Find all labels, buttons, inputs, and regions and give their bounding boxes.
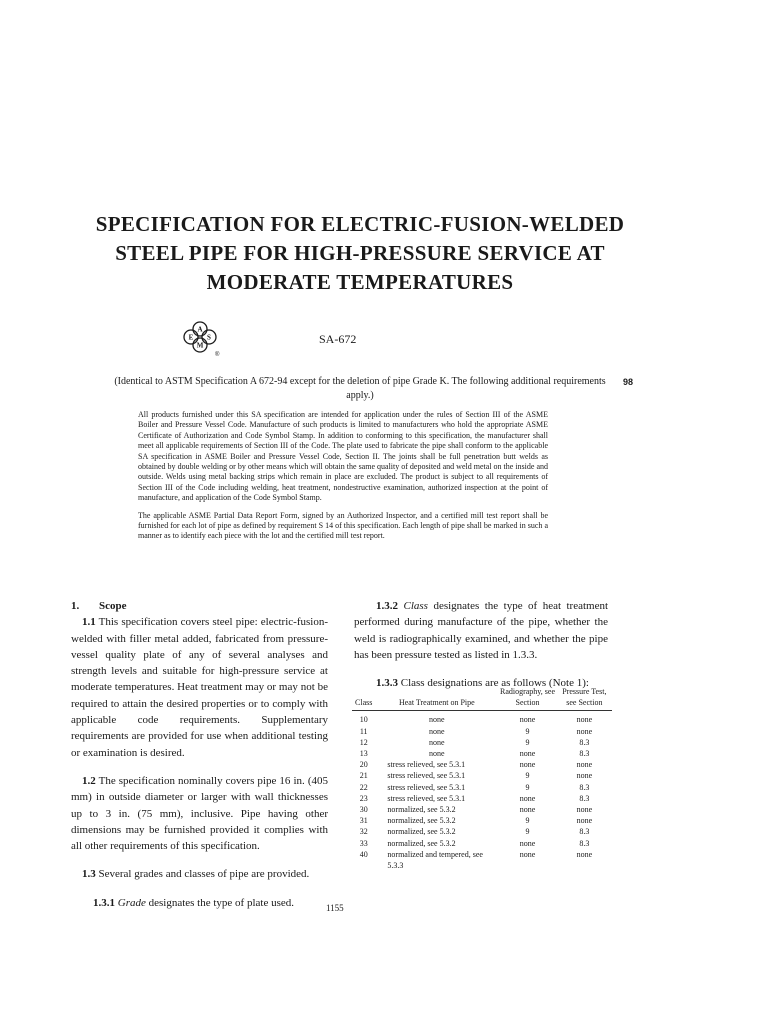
table-cell: none — [519, 715, 536, 725]
svg-text:E: E — [188, 333, 194, 342]
table-cell: stress relieved, see 5.3.1 — [387, 771, 466, 781]
table-cell: 22 — [359, 782, 368, 792]
paragraph-text: designates the type of heat treatment performed during manufacture of the pipe, whether the weld is radiographically examined, and whether the pipe has been pressure tested as listed in 1.3.3. — [354, 600, 609, 661]
svg-text:®: ® — [215, 352, 220, 358]
table-cell: 13 — [359, 749, 368, 759]
table-cell: 30 — [359, 805, 368, 815]
table-body — [352, 711, 612, 871]
svg-text:S: S — [207, 333, 211, 342]
paragraph-text: designates the type of plate used. — [148, 896, 295, 909]
defined-term: Grade — [117, 896, 146, 909]
table-cell: 8.3 — [579, 838, 590, 848]
table-row — [352, 815, 612, 826]
table-cell: none — [576, 760, 593, 770]
table-cell: none — [576, 816, 593, 826]
table-cell: none — [576, 849, 593, 859]
table-cell: 8.3 — [579, 749, 590, 759]
table-cell: 9 — [525, 816, 530, 826]
section-heading — [71, 598, 328, 614]
table-cell: normalized, see 5.3.2 — [387, 838, 456, 848]
paragraph-number: 1.3.3 — [376, 677, 398, 690]
table-row — [352, 849, 612, 871]
paragraph-1-3-1 — [71, 895, 328, 911]
page-number: 1155 — [326, 903, 344, 913]
table-row — [352, 748, 612, 759]
sa-notice — [138, 410, 548, 549]
table-cell: 40 — [359, 849, 368, 859]
table-cell: none — [519, 749, 536, 759]
svg-text:A: A — [197, 325, 203, 334]
section-number: 1. — [71, 600, 80, 612]
table-row — [352, 759, 612, 770]
table-cell: stress relieved, see 5.3.1 — [387, 782, 466, 792]
table-cell: none — [519, 793, 536, 803]
table-cell: normalized and tempered, see 5.3.3 — [387, 849, 483, 871]
table-cell: 9 — [525, 771, 530, 781]
table-row — [352, 838, 612, 849]
table-cell: none — [429, 749, 445, 759]
column-header: Heat Treatment on Pipe — [375, 686, 498, 711]
margin-revision-note: 98 — [623, 377, 634, 387]
table-cell: normalized, see 5.3.2 — [387, 827, 456, 837]
table-cell: none — [519, 760, 536, 770]
table-cell: 12 — [359, 737, 368, 747]
table-cell: 8.3 — [579, 793, 590, 803]
paragraph-text: Several grades and classes of pipe are provided. — [98, 868, 310, 881]
svg-text:M: M — [196, 341, 204, 350]
table-cell: 8.3 — [579, 827, 590, 837]
paragraph-1-1 — [71, 614, 328, 761]
document-title — [60, 210, 660, 297]
table-row — [352, 770, 612, 781]
table-cell: none — [519, 838, 536, 848]
table-cell: 21 — [359, 771, 368, 781]
paragraph-text: The specification nominally covers pipe 16 in. (405 mm) in outside diameter or larger with wall thicknesses up to 3 in. (75 mm), inclusive. Pipe having other dimensions may be furnished provided it complies with all other requirements of this specification. — [71, 774, 328, 853]
asme-emblem-icon — [180, 318, 220, 358]
paragraph-number: 1.3.2 — [376, 600, 398, 612]
title-line-2: STEEL PIPE FOR HIGH-PRESSURE SERVICE AT — [115, 241, 605, 265]
table-cell: 31 — [359, 816, 368, 826]
table-cell: 9 — [525, 726, 530, 736]
table-cell: 33 — [359, 838, 368, 848]
column-header: Radiography, see Section — [498, 686, 556, 711]
paragraph-text: Class designations are as follows (Note 1): — [400, 677, 589, 690]
column-header: Pressure Test, see Section — [557, 686, 612, 711]
table-cell: 20 — [359, 760, 368, 770]
table-cell: normalized, see 5.3.2 — [387, 816, 456, 826]
table-cell: none — [519, 849, 536, 859]
table-row — [352, 782, 612, 793]
class-designation-table — [352, 686, 612, 871]
paragraph-number: 1.2 — [82, 774, 96, 787]
table-cell: none — [429, 726, 445, 736]
table-cell: none — [576, 805, 593, 815]
table-row — [352, 804, 612, 815]
table-cell: none — [576, 771, 593, 781]
notice-paragraph-2: The applicable ASME Partial Data Report Form, signed by an Authorized Inspector, and a certified mill test report shall be furnished for each lot of pipe as defined by requirement S 14 of this specification. Each length of pipe shall be marked in such a manner as to identify each piece with the lot and the certified mill test report. — [138, 510, 548, 541]
table-row — [352, 793, 612, 804]
table-cell: 11 — [359, 726, 368, 736]
table-cell: 23 — [359, 793, 368, 803]
notice-paragraph-1: All products furnished under this SA specification are intended for application under the rules of Section III of the ASME Boiler and Pressure Vessel Code. Manufacture of such products is limited to manufacturers who hold the appropriate ASME Certificate of Authorization and Code Symbol Stamp. In addition to conforming to this specification, the manufacturer shall meet all applicable requirements of Section III of the Code. The plate used to fabricate the pipe shall conform to the applicable SA specification in ASME Boiler and Pressure Vessel Code, Section II. The joints shall be full penetration butt welds as obtained by double welding or by other means which will obtain the same quality of deposited and weld metal on the inside and outside. Welds using metal backing strips which remain in place are excluded. The product is subject to all requirements of Section III of the Code including welding, heat treatment, nondestructive examination, authorized inspection at the point of manufacture, and application of the Code Symbol Stamp. — [138, 410, 548, 503]
column-header: Class — [352, 686, 375, 711]
table-row — [352, 726, 612, 737]
paragraph-text: This specification covers steel pipe: electric-fusion-welded with filler metal added, fabricated from pressure-vessel quality plate of any of several analyses and strength levels and suitable for high-pressure service at moderate temperatures. Heat treatment may or may not be required to attain the desired properties or to comply with applicable code requirements. Supplementary requirements are provided for use when additional testing or examination is desired. — [71, 616, 328, 759]
paragraph-1-3 — [71, 866, 328, 882]
spec-designation: SA-672 — [319, 332, 357, 346]
table-cell: 9 — [525, 827, 530, 837]
table-cell: normalized, see 5.3.2 — [387, 805, 456, 815]
section-title: Scope — [99, 600, 127, 612]
table-cell: 10 — [359, 715, 368, 725]
table-cell: 8.3 — [579, 737, 590, 747]
table-cell: none — [429, 715, 445, 725]
table-cell: 32 — [359, 827, 368, 837]
table-cell: none — [576, 715, 593, 725]
defined-term: Class — [403, 600, 428, 612]
table-cell: 9 — [525, 782, 530, 792]
table-row — [352, 826, 612, 837]
table-cell: none — [429, 737, 445, 747]
table-header-row — [352, 686, 612, 711]
left-column — [71, 598, 328, 911]
title-line-1: SPECIFICATION FOR ELECTRIC-FUSION-WELDED — [95, 212, 625, 236]
table-cell: none — [519, 805, 536, 815]
table-cell: 9 — [525, 737, 530, 747]
paragraph-1-2 — [71, 773, 328, 854]
paragraph-number: 1.3 — [82, 868, 96, 881]
table-cell: stress relieved, see 5.3.1 — [387, 793, 466, 803]
table-row — [352, 711, 612, 726]
paragraph-number: 1.3.1 — [93, 896, 115, 909]
table-row — [352, 737, 612, 748]
identical-note: (Identical to ASTM Specification A 672-94 except for the deletion of pipe Grade K. The following additional requirements apply.) — [114, 376, 606, 401]
right-column — [354, 598, 608, 691]
paragraph-number: 1.1 — [82, 616, 96, 629]
table-cell: 8.3 — [579, 782, 590, 792]
table-cell: stress relieved, see 5.3.1 — [387, 760, 466, 770]
paragraph-1-3-2 — [354, 598, 608, 663]
title-line-3: MODERATE TEMPERATURES — [206, 270, 514, 294]
table-cell: none — [576, 726, 593, 736]
